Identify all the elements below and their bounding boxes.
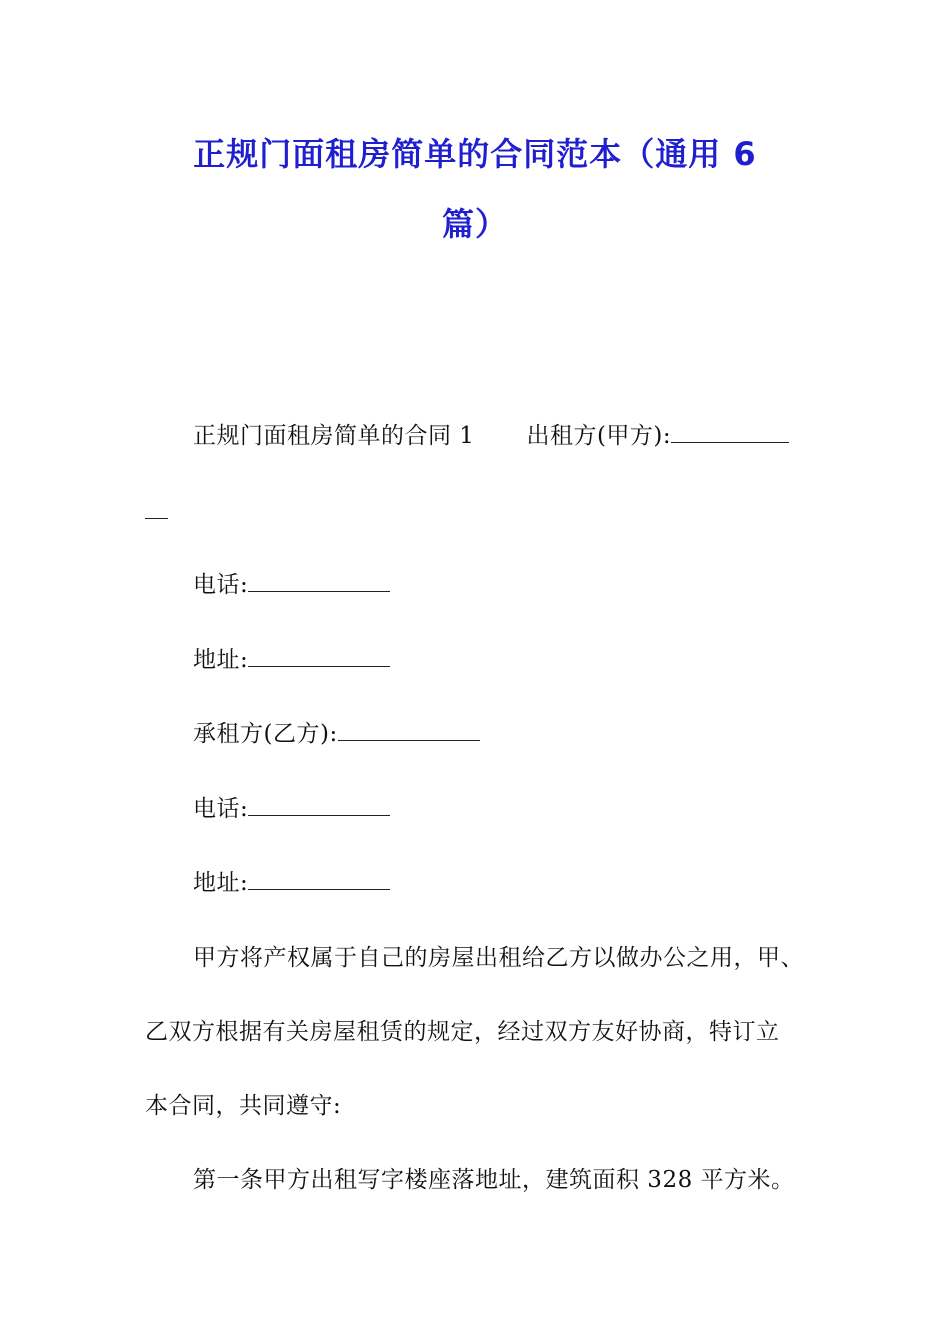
lessor-phone-blank — [248, 569, 390, 592]
lessee-address-label: 地址: — [193, 870, 249, 896]
lessee-label: 承租方(乙方): — [193, 721, 338, 747]
lessee-row — [193, 718, 480, 749]
lessee-address-row — [193, 867, 390, 898]
lessee-phone-blank — [248, 793, 390, 816]
lessor-blank-continuation — [145, 496, 168, 527]
lessor-label: 出租方(甲方): — [526, 423, 672, 449]
lessor-phone-row — [193, 569, 390, 600]
paragraph-1-line-3: 本合同，共同遵守: — [145, 1093, 342, 1119]
lessor-blank — [671, 420, 789, 443]
lessee-phone-row — [193, 793, 390, 824]
lessor-address-row — [193, 644, 390, 675]
lessor-address-label: 地址: — [193, 647, 249, 673]
document-title-line-2: 篇） — [441, 205, 508, 243]
article-1: 第一条甲方出租写字楼座落地址，建筑面积 328 平方米。 — [193, 1167, 795, 1193]
contract-heading-row — [193, 420, 789, 451]
lessee-blank — [338, 718, 480, 741]
lessor-address-blank — [248, 644, 390, 667]
lessee-address-blank — [248, 867, 390, 890]
paragraph-1-line-2: 乙双方根据有关房屋租赁的规定，经过双方友好协商，特订立 — [145, 1019, 780, 1045]
lessee-phone-label: 电话: — [193, 796, 249, 822]
contract-heading: 正规门面租房简单的合同 1 — [193, 423, 475, 449]
lessor-phone-label: 电话: — [193, 572, 249, 598]
document-title-line-1: 正规门面租房简单的合同范本（通用 6 — [193, 135, 757, 173]
paragraph-1-line-1: 甲方将产权属于自己的房屋出租给乙方以做办公之用，甲、 — [193, 945, 804, 971]
